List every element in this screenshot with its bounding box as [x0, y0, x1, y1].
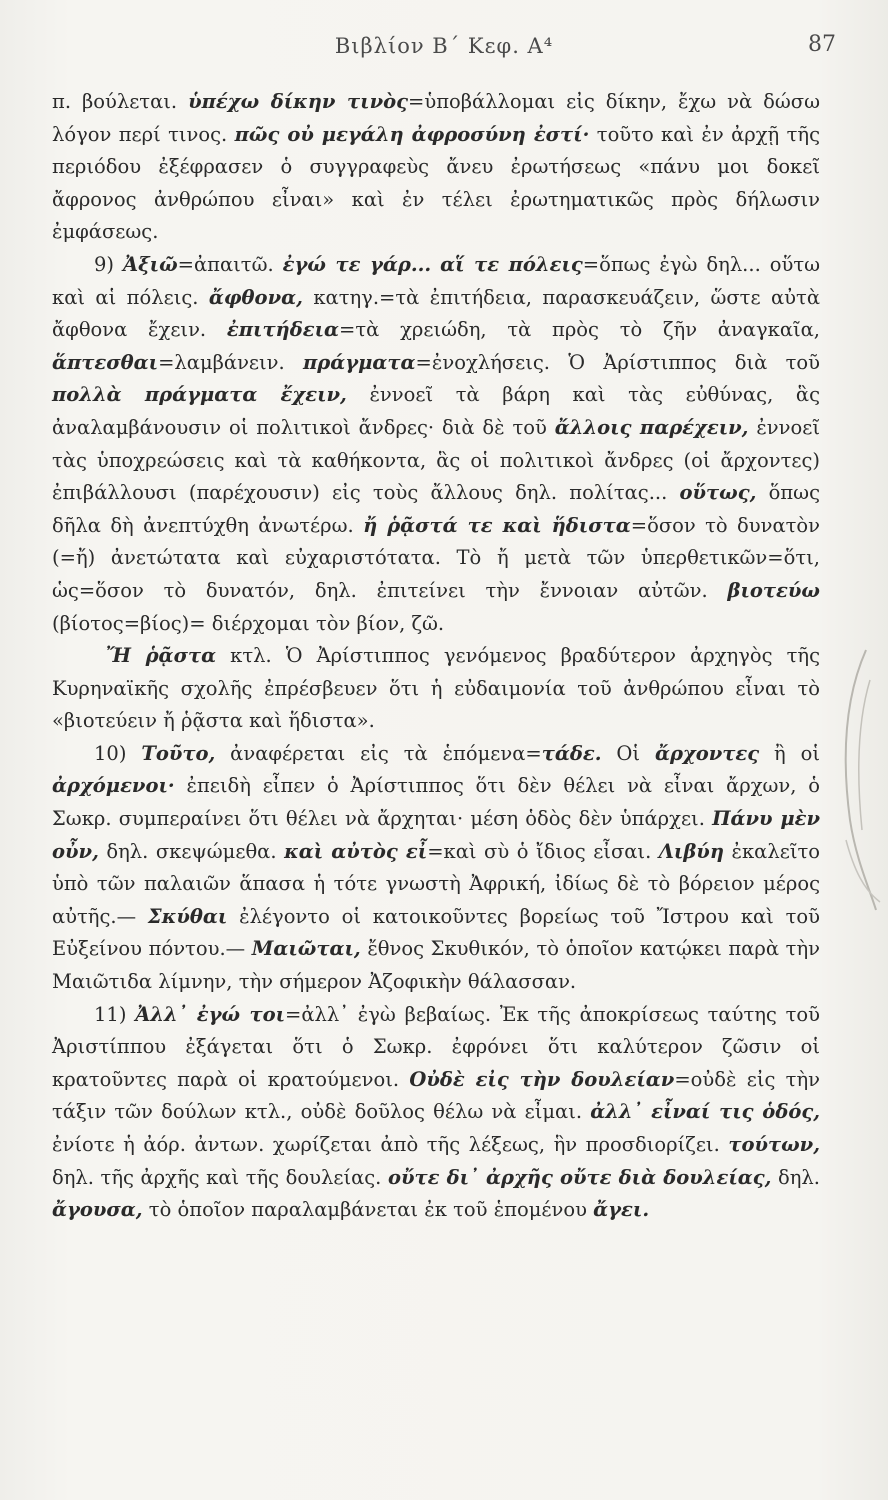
lemma-term: πῶς οὐ μεγάλη ἀφροσύνη ἐστί· — [234, 122, 590, 146]
gloss-text: ἀναφέρεται εἰς τὰ ἑπόμενα= — [215, 741, 542, 765]
gloss-text: (βίοτος=βίος)= διέρχομαι τὸν βίον, ζῶ. — [52, 611, 445, 635]
gloss-text: =οὐδὲ εἰς τὴν τάξιν τῶν δούλων κτλ., οὐδὲ δοῦλος θέλω νὰ εἶμαι. — [52, 1067, 820, 1124]
lemma-term: Πάνυ μὲν οὖν, — [52, 807, 820, 863]
gloss-text: =καὶ σὺ ὁ ἴδιος εἶσαι. — [427, 839, 659, 863]
gloss-text: ἐνίοτε ἡ ἀόρ. ἀντων. χωρίζεται ἀπὸ τῆς λέξεως, ἣν προσδιορίζει. — [52, 1133, 729, 1156]
lemma-term: τούτων, — [728, 1133, 820, 1156]
lemma-term: Ἀλλ᾽ ἐγώ τοι — [135, 1002, 286, 1026]
paragraph — [52, 738, 820, 999]
lemma-term: ἀρχόμενοι· — [52, 774, 175, 798]
lemma-term: τάδε. — [541, 741, 602, 765]
lemma-term: Οὐδὲ εἰς τὴν δουλείαν — [409, 1067, 675, 1091]
lemma-term: ἅπτεσθαι — [52, 350, 159, 374]
lemma-term: οὕτως, — [679, 481, 757, 505]
paragraph — [52, 86, 820, 249]
lemma-term: Λιβύη — [658, 839, 725, 863]
gloss-text: ἐπειδὴ εἶπεν ὁ Ἀρίστιππος ὅτι δὲν θέλει νὰ εἶναι ἄρχων, ὁ Σωκρ. συμπεραίνει ὅτι θέλει νὰ ἄρχηται· μέση ὁδὸς δὲν ὑπάρχει. — [52, 774, 820, 831]
paragraph — [52, 999, 820, 1227]
lemma-term: οὔτε δι᾽ ἀρχῆς οὔτε διὰ δουλείας, — [387, 1165, 772, 1189]
gloss-text: ἐννοεῖ τὰς ὑποχρεώσεις καὶ τὰ καθήκοντα, ἃς οἱ πολιτικοὶ ἄνδρες (οἱ ἄρχοντες) ἐπιβάλλουσι (παρέχουσιν) εἰς τοὺς ἄλλους δηλ. πολίτας... — [52, 415, 820, 505]
gloss-text: =ἐνοχλήσεις. Ὁ Ἀρίστιππος διὰ τοῦ — [415, 350, 820, 374]
gloss-text: =ὅσον τὸ δυνατὸν (=ἤ) ἀνετώτατα καὶ εὐχαριστότατα. Τὸ ἤ μετὰ τῶν ὑπερθετικῶν=ὅτι, ὡς=ὅσον τὸ δυνατόν, δηλ. ἐπιτείνει τὴν ἔννοιαν αὐτῶν. — [52, 513, 820, 602]
page-number: 87 — [808, 32, 836, 57]
lemma-term: ἐγώ τε γάρ... — [282, 252, 432, 276]
lemma-term: ὑπέχω δίκην τινὸς — [188, 90, 408, 113]
lemma-term: Ἤ ῥᾷστα — [106, 644, 217, 668]
running-title: Βιβλίον Β΄ Κεφ. Α⁴ — [334, 34, 554, 58]
page-header — [60, 28, 836, 68]
gloss-text: 11) — [94, 1002, 136, 1026]
lemma-term: αἵ τε πόλεις — [440, 252, 583, 276]
lemma-term: Σκύθαι — [147, 904, 228, 928]
lemma-term: Τοῦτο, — [141, 741, 216, 765]
gloss-text: ἐλέγοντο οἱ κατοικοῦντες βορείως τοῦ Ἴστρου καὶ τοῦ Εὐξείνου πόντου.— — [52, 904, 820, 961]
lemma-term: Μαιῶται, — [251, 937, 361, 961]
gloss-text: 9) — [94, 252, 123, 276]
gloss-text: ἔθνος Σκυθικόν, τὸ ὁποῖον κατῴκει παρὰ τὴν Μαιῶτιδα λίμνην, τὴν σήμερον Ἀζοφικὴν θάλασσαν. — [52, 937, 820, 994]
lemma-term: ἀλλ᾽ εἶναί τις ὁδός, — [590, 1100, 820, 1124]
gloss-text: τὸ ὁποῖον παραλαμβάνεται ἐκ τοῦ ἑπομένου — [142, 1198, 594, 1222]
paragraph — [52, 249, 820, 640]
gloss-text: τοῦτο καὶ ἐν ἀρχῇ τῆς περιόδου ἐξέφρασεν ὁ συγγραφεὺς ἄνευ ἐρωτήσεως «πάνυ μοι δοκεῖ ἄφρονος ἀνθρώπου εἶναι» καὶ ἐν τέλει ἐρωτηματικῶς πρὸς δήλωσιν ἐμφάσεως. — [52, 122, 821, 244]
gloss-text: Οἱ — [601, 741, 655, 765]
gloss-text: =τὰ χρειώδη, τὰ πρὸς τὸ ζῆν ἀναγκαῖα, — [339, 318, 821, 342]
gloss-text: κτλ. Ὁ Ἀρίστιππος γενόμενος βραδύτερον ἀρχηγὸς τῆς Κυρηναϊκῆς σχολῆς ἐπρέσβευεν ὅτι ἡ εὐδαιμονία τοῦ ἀνθρώπου εἶναι τὸ «βιοτεύειν ἤ ῥᾷστα καὶ ἥδιστα». — [52, 644, 820, 733]
lemma-term: βιοτεύω — [727, 578, 820, 602]
gloss-text — [431, 253, 440, 276]
gloss-text: ἢ οἱ — [759, 741, 820, 765]
lemma-term: ἄγει. — [593, 1198, 650, 1222]
commentary-text — [52, 86, 820, 1227]
lemma-term: Ἀξιῶ — [122, 252, 178, 276]
lemma-term: καὶ αὐτὸς εἶ — [284, 839, 428, 863]
gloss-text: δηλ. τῆς ἀρχῆς καὶ τῆς δουλείας. — [52, 1165, 388, 1189]
gloss-text: =ὅπως ἐγὼ δηλ... οὕτω καὶ αἱ πόλεις. — [52, 252, 821, 309]
gloss-text: =ἀλλ᾽ ἐγὼ βεβαίως. Ἐκ τῆς ἀποκρίσεως ταύτης τοῦ Ἀριστίππου ἐξάγεται ὅτι ὁ Σωκρ. ἐφρόνει ὅτι καλύτερον ζῶσιν οἱ κρατοῦντες παρὰ οἱ κρατούμενοι. — [52, 1002, 820, 1091]
lemma-term: ἄρχοντες — [654, 741, 760, 765]
lemma-term: ἄλλοις παρέχειν, — [554, 415, 749, 439]
gloss-text: =λαμβάνειν. — [158, 350, 304, 374]
lemma-term: πολλὰ πράγματα ἔχειν, — [52, 383, 347, 407]
lemma-term: ἐπιτήδεια — [226, 318, 340, 342]
lemma-term: πράγματα — [303, 350, 416, 374]
lemma-term: ἄγουσα, — [52, 1198, 143, 1222]
gloss-text: π. βούλεται. — [52, 90, 189, 113]
gloss-text: ὅπως δῆλα δὴ ἀνεπτύχθη ἀνωτέρω. — [52, 481, 820, 537]
gloss-text: κατηγ.=τὰ ἐπιτήδεια, παρασκευάζειν, ὥστε αὐτὰ ἄφθονα ἔχειν. — [52, 285, 820, 342]
handwritten-margin-mark — [836, 640, 884, 920]
gloss-text: ἐννοεῖ τὰ βάρη καὶ τὰς εὐθύνας, ἃς ἀναλαμβάνουσιν οἱ πολιτικοὶ ἄνδρες· διὰ δὲ τοῦ — [52, 383, 820, 439]
paragraph — [52, 640, 820, 738]
gloss-text: δηλ. σκεψώμεθα. — [98, 839, 285, 863]
lemma-term: ἄφθονα, — [208, 285, 303, 309]
gloss-text: =ὑποβάλλομαι εἰς δίκην, ἔχω νὰ δώσω λόγον περί τινος. — [52, 90, 821, 146]
gloss-text: 10) — [94, 741, 142, 765]
gloss-text: δηλ. — [771, 1165, 820, 1189]
lemma-term: ἤ ῥᾷστά τε καὶ ἥδιστα — [363, 513, 631, 537]
gloss-text: =ἀπαιτῶ. — [177, 252, 283, 276]
gloss-text: ἐκαλεῖτο ὑπὸ τῶν παλαιῶν ἅπασα ἡ τότε γνωστὴ Ἀφρική, ἰδίως δὲ τὸ βόρειον μέρος αὐτῆς.— — [52, 839, 820, 928]
